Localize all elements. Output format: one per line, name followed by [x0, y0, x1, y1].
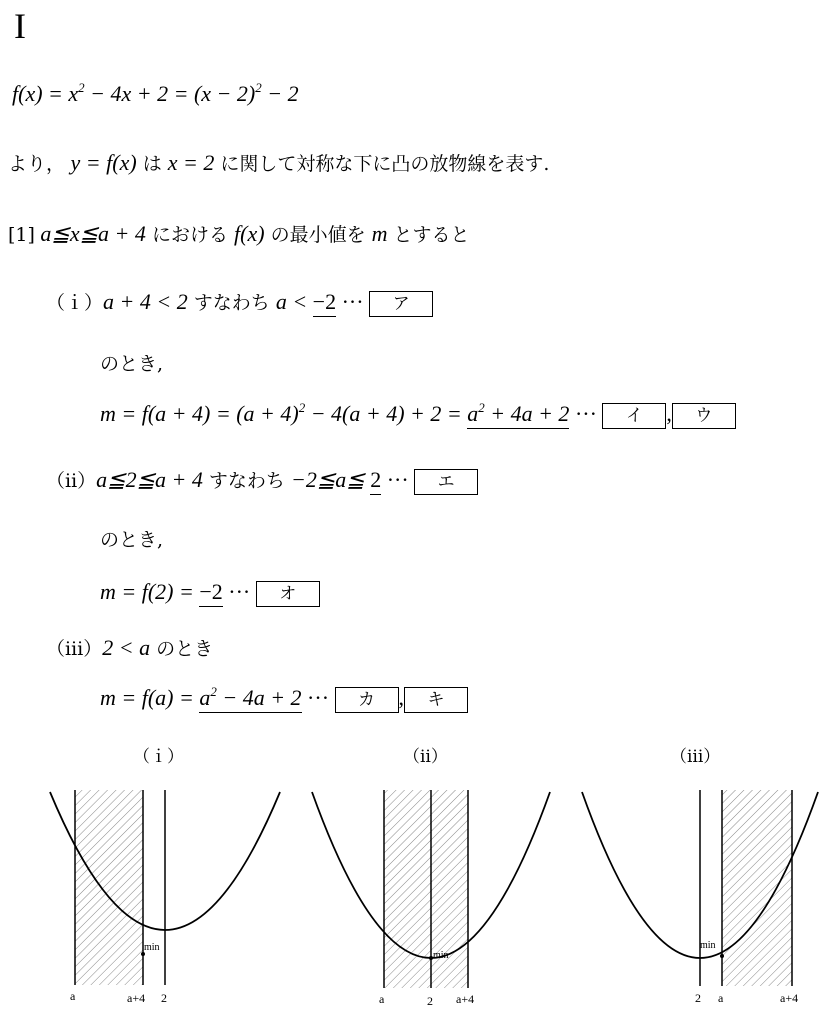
math: 2 < a	[102, 635, 151, 660]
graph2-label-2: 2	[427, 994, 433, 1008]
text: における	[145, 224, 234, 246]
dots: ···	[574, 401, 597, 426]
dots: ···	[307, 685, 330, 710]
dots: ···	[386, 467, 409, 492]
text: に関して対称な下に凸の放物線を表す.	[214, 153, 550, 175]
answer-value: −2	[199, 579, 222, 607]
comma: ,	[666, 401, 672, 426]
answer-expression	[467, 401, 569, 429]
graph1-shaded-interval	[75, 790, 143, 985]
math: a≦2≦a + 4	[96, 467, 203, 492]
answer-box-u: ウ	[672, 403, 736, 429]
answer-box-i: イ	[602, 403, 666, 429]
math: a <	[275, 289, 313, 314]
equation-main	[12, 80, 299, 108]
math: + 4a + 2	[484, 401, 570, 426]
math: m = f(2) =	[100, 579, 200, 604]
parabola-graphs	[0, 770, 831, 1030]
graph1-label-2: 2	[161, 991, 167, 1005]
case1-condition	[46, 288, 433, 317]
math: a + 4 < 2	[103, 289, 188, 314]
answer-box-ki: キ	[404, 687, 468, 713]
graph2-caption: （ⅱ）	[403, 747, 448, 767]
problem-number: [1]	[8, 224, 35, 246]
graph3-shaded-interval	[722, 790, 792, 986]
graph3-label-a: a	[718, 991, 724, 1005]
section-heading: I	[14, 6, 26, 46]
math: − 4(a + 4) + 2 =	[305, 401, 468, 426]
answer-box-o: オ	[256, 581, 320, 607]
graph3-label-a4: a+4	[780, 991, 799, 1005]
graph1	[50, 790, 280, 1005]
comma: ,	[398, 685, 405, 710]
graph1-caption: （ｉ）	[133, 747, 184, 767]
text: の最小値を	[264, 224, 372, 246]
graph2-label-a4: a+4	[456, 992, 475, 1006]
math: −2≦a≦	[290, 467, 371, 492]
eq-exponent: 2	[478, 400, 485, 415]
graph3-label-2: 2	[695, 991, 701, 1005]
case2-toki: のとき,	[100, 529, 164, 551]
case-label: （ⅲ）	[46, 638, 103, 660]
text: は	[136, 153, 168, 175]
math: a	[467, 401, 479, 426]
math: − 4a + 2	[216, 685, 302, 710]
graph3	[582, 790, 818, 1005]
answer-box-a: ア	[369, 291, 433, 317]
answer-value: 2	[370, 467, 381, 495]
graph1-label-a4: a+4	[127, 991, 146, 1005]
math: x = 2	[167, 150, 215, 175]
math: f(x)	[234, 221, 265, 246]
eq-exponent: 2	[255, 80, 262, 95]
parabola-description	[8, 149, 549, 178]
answer-value: −2	[313, 289, 336, 317]
graph1-min-label: min	[144, 942, 160, 953]
case-label: （ⅱ）	[46, 470, 97, 492]
eq-exponent: 2	[298, 400, 306, 415]
text: より，	[8, 153, 66, 175]
math: m	[371, 221, 388, 246]
eq-exponent: 2	[78, 80, 85, 95]
graph2-label-a: a	[379, 992, 385, 1006]
eq-part: f(x) = x	[12, 81, 79, 106]
case1-toki: のとき,	[100, 353, 164, 375]
case1-m-equation	[100, 400, 736, 429]
graph3-min-label: min	[700, 940, 716, 951]
text: のとき	[150, 638, 214, 660]
text: すなわち	[187, 292, 276, 314]
graph3-min-point	[720, 954, 724, 958]
math: a	[199, 685, 211, 710]
graph2	[312, 790, 550, 1008]
math: a≦x≦a + 4	[40, 221, 146, 246]
graph2-min-label: min	[433, 950, 449, 961]
math: m = f(a) =	[100, 685, 200, 710]
answer-expression	[199, 685, 301, 713]
problem-statement	[8, 220, 470, 249]
dots: ···	[341, 289, 364, 314]
text: すなわち	[202, 470, 291, 492]
math: y = f(x)	[70, 150, 137, 175]
graph1-label-a: a	[70, 989, 76, 1003]
text: とすると	[387, 224, 470, 246]
answer-box-ka: カ	[335, 687, 399, 713]
case3-condition	[46, 634, 213, 663]
case2-condition	[46, 466, 478, 495]
answer-box-e: エ	[414, 469, 478, 495]
case3-m-equation	[100, 684, 468, 713]
case-label: （ｉ）	[46, 292, 104, 314]
eq-part: − 4x + 2 = (x − 2)	[84, 81, 256, 106]
math: m = f(a + 4) = (a + 4)	[100, 401, 299, 426]
dots: ···	[228, 579, 251, 604]
case2-m-equation	[100, 578, 320, 607]
graph3-caption: （ⅲ）	[670, 747, 721, 767]
eq-exponent: 2	[210, 684, 217, 699]
eq-part: − 2	[261, 81, 299, 106]
